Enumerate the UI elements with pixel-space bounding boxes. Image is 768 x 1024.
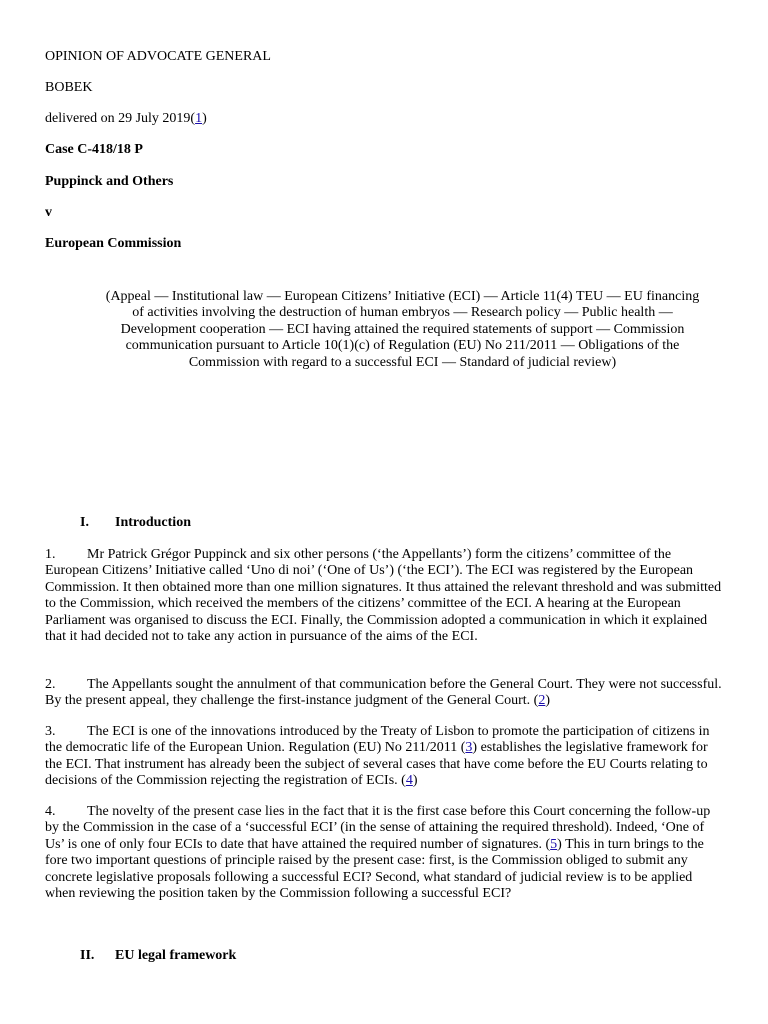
footnote-link-1[interactable]: 1	[195, 111, 203, 126]
delivery-date	[45, 111, 207, 127]
party-appellants: Puppinck and Others	[45, 174, 174, 189]
paragraph-text-end: )	[412, 773, 418, 789]
paragraph-number: 3.	[45, 724, 56, 739]
section-heading-legal-framework	[80, 948, 236, 964]
paragraph-number: 1.	[45, 547, 56, 562]
footnote-link-3[interactable]: 3	[465, 740, 473, 756]
section-heading-introduction	[80, 515, 191, 531]
section-title: EU legal framework	[115, 948, 237, 963]
paragraph-text-end: ) This in turn brings to the fore two important questions of principle raised by the present case: first, is the Commission obliged to submit any concrete legislative proposals following a successful ECI? Second, what standard of judicial review is to be applied when reviewing the position taken by the Commission following a successful ECI?	[45, 836, 704, 902]
party-respondent: European Commission	[45, 236, 182, 251]
case-number: Case C-418/18 P	[45, 142, 143, 157]
paragraph-text: Mr Patrick Grégor Puppinck and six other persons (‘the Appellants’) form the citizens’ committee of the European Citizens’ Initiative called ‘Uno di noi’ (‘One of Us’) (‘the ECI’). The ECI was registered by the European Commission. It then obtained more than one million signatures. It thus attained the relevant threshold and was submitted to the Commission, which received the members of the citizens’ committee of the ECI. A hearing at the European Parliament was organised to discuss the ECI. Finally, the Commission adopted a communication in which it explained that it had decided not to take any action in pursuance of the aims of the ECI.	[45, 547, 722, 645]
paragraph-text: The novelty of the present case lies in the fact that it is the first case before this Court concerning the follow-up by the Commission in the case of a ‘successful ECI’ (in the sense of attaining the required threshold). Indeed, ‘One of Us’ is one of only four ECIs to date that have attained the required number of signatures. (	[45, 804, 711, 852]
paragraph-text: The ECI is one of the innovations introduced by the Treaty of Lisbon to promote the participation of citizens in the democratic life of the European Union. Regulation (EU) No 211/2011 (	[45, 724, 710, 756]
paragraph-number: 4.	[45, 804, 56, 819]
paragraph-text: The Appellants sought the annulment of that communication before the General Court. They were not successful. By the present appeal, they challenge the first-instance judgment of the General Court. (	[45, 677, 722, 709]
section-number: II.	[80, 948, 95, 963]
versus: v	[45, 205, 52, 220]
paragraph-4	[45, 804, 725, 902]
advocate-general-name: BOBEK	[45, 80, 93, 95]
paragraph-2	[45, 677, 725, 710]
section-title: Introduction	[115, 515, 191, 530]
paragraph-3	[45, 724, 725, 790]
delivery-date-close: )	[202, 111, 207, 126]
case-subject-summary: (Appeal — Institutional law — European Citizens’ Initiative (ECI) — Article 11(4) TEU — EU financing of activities involving the destruction of human embryos — Research policy — Public health — Development cooperation — ECI having attained the required statements of support — Commission communication pursuant to Article 10(1)(c) of Regulation (EU) No 211/2011 — Obligations of the Commission with regard to a successful ECI — Standard of judicial review)	[105, 289, 700, 370]
paragraph-1	[45, 547, 725, 645]
footnote-link-4[interactable]: 4	[405, 773, 413, 789]
paragraph-text-mid: ) establishes the legislative framework for the ECI. That instrument has already been the subject of several cases that have come before the EU Courts relating to decisions of the Commission rejecting the registration of ECIs. (	[45, 740, 708, 789]
delivery-date-text: delivered on 29 July 2019(	[45, 111, 196, 126]
paragraph-number: 2.	[45, 677, 56, 692]
footnote-link-5[interactable]: 5	[550, 836, 558, 852]
footnote-link-2[interactable]: 2	[538, 693, 546, 709]
opinion-title: OPINION OF ADVOCATE GENERAL	[45, 49, 271, 64]
paragraph-text-end: )	[545, 693, 551, 709]
section-number: I.	[80, 515, 89, 530]
